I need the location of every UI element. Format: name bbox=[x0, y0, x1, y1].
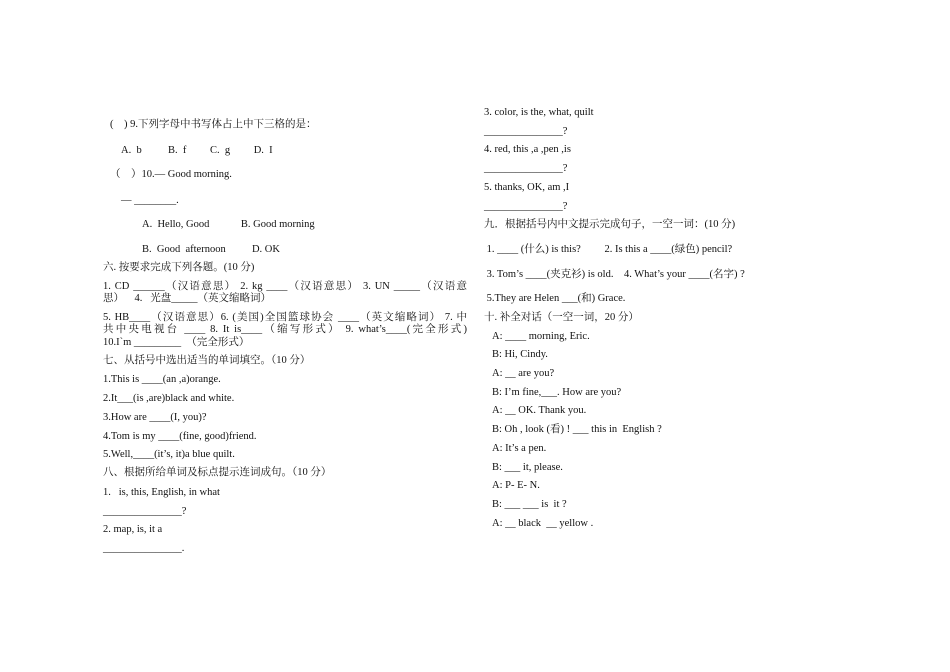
section-9-line-2: 3. Tom’s ____(夹克衫) is old. 4. What’s your ____(名字) ? bbox=[484, 269, 745, 280]
section-9-title: 九．根据括号内中文提示完成句子，一空一词：(10 分) bbox=[484, 219, 736, 230]
section-6-title: 六. 按要求完成下列各题。(10 分) bbox=[103, 262, 255, 273]
section-6-line-3: 5. HB____（汉语意思）6. (美国)全国篮球协会 ____（英文缩略词） 7. 中 bbox=[103, 312, 467, 323]
section-8-answer-1: _______________? bbox=[103, 506, 187, 517]
section-8-answer-4: _______________? bbox=[484, 163, 568, 174]
question-10-blank: — ________. bbox=[121, 195, 179, 206]
dialogue-line-7: A: It’s a pen. bbox=[492, 443, 547, 454]
dialogue-line-6: B: Oh , look (看) ! ___ this in English ? bbox=[492, 424, 662, 435]
section-8-answer-2: _______________. bbox=[103, 543, 185, 554]
dialogue-line-3: A: __ are you? bbox=[492, 368, 555, 379]
section-9-line-1: 1. ____ (什么) is this? 2. Is this a ____(绿色) pencil? bbox=[484, 244, 733, 255]
section-8-answer-5: _______________? bbox=[484, 201, 568, 212]
section-7-item-3: 3.How are ____(I, you)? bbox=[103, 412, 207, 423]
question-9-options: A. b B. f C. g D. I bbox=[121, 145, 273, 156]
section-6-line-5: 10.I`m _________ （完全形式） bbox=[103, 337, 250, 348]
section-7-item-2: 2.It___(is ,are)black and white. bbox=[103, 393, 235, 404]
section-10-title: 十. 补全对话（一空一词，20 分） bbox=[484, 312, 639, 323]
section-8-question-1: 1. is, this, English, in what bbox=[103, 487, 220, 498]
dialogue-line-9: A: P- E- N. bbox=[492, 480, 540, 491]
dialogue-line-4: B: I’m fine,___. How are you? bbox=[492, 387, 622, 398]
dialogue-line-2: B: Hi, Cindy. bbox=[492, 349, 548, 360]
section-6-line-1: 1. CD ______（汉语意思） 2. kg ____（汉语意思） 3. UN _____（汉语意 bbox=[103, 281, 467, 292]
dialogue-line-10: B: ___ ___ is it ? bbox=[492, 499, 567, 510]
section-8-answer-3: _______________? bbox=[484, 126, 568, 137]
section-8-question-5: 5. thanks, OK, am ,I bbox=[484, 182, 570, 193]
dialogue-line-5: A: __ OK. Thank you. bbox=[492, 405, 587, 416]
dialogue-line-11: A: __ black __ yellow . bbox=[492, 518, 594, 529]
section-8-question-3: 3. color, is the, what, quilt bbox=[484, 107, 594, 118]
section-7-item-4: 4.Tom is my ____(fine, good)friend. bbox=[103, 431, 257, 442]
dialogue-line-1: A: ____ morning, Eric. bbox=[492, 331, 590, 342]
section-8-title: 八、根据所给单词及标点提示连词成句。（10 分） bbox=[103, 467, 332, 478]
question-10-options-2: B. Good afternoon D. OK bbox=[142, 244, 280, 255]
section-6-line-4: 共中央电视台 ____ 8. It is____（缩写形式） 9. what’s____(完全形式) bbox=[103, 324, 467, 335]
section-8-question-2: 2. map, is, it a bbox=[103, 524, 163, 535]
question-9: ( ) 9.下列字母中书写体占上中下三格的是： bbox=[110, 119, 317, 130]
question-10-options-1: A. Hello, Good B. Good morning bbox=[142, 219, 315, 230]
section-7-item-5: 5.Well,____(it’s, it)a blue quilt. bbox=[103, 449, 235, 460]
question-10: （ ）10.— Good morning. bbox=[110, 169, 232, 180]
section-7-item-1: 1.This is ____(an ,a)orange. bbox=[103, 374, 221, 385]
section-8-question-4: 4. red, this ,a ,pen ,is bbox=[484, 144, 571, 155]
section-9-line-3: 5.They are Helen ___(和) Grace. bbox=[484, 293, 626, 304]
section-6-line-2: 思） 4. 光盘_____（英文缩略词） bbox=[103, 293, 271, 304]
section-7-title: 七、从括号中选出适当的单词填空。（10 分） bbox=[103, 355, 311, 366]
dialogue-line-8: B: ___ it, please. bbox=[492, 462, 563, 473]
